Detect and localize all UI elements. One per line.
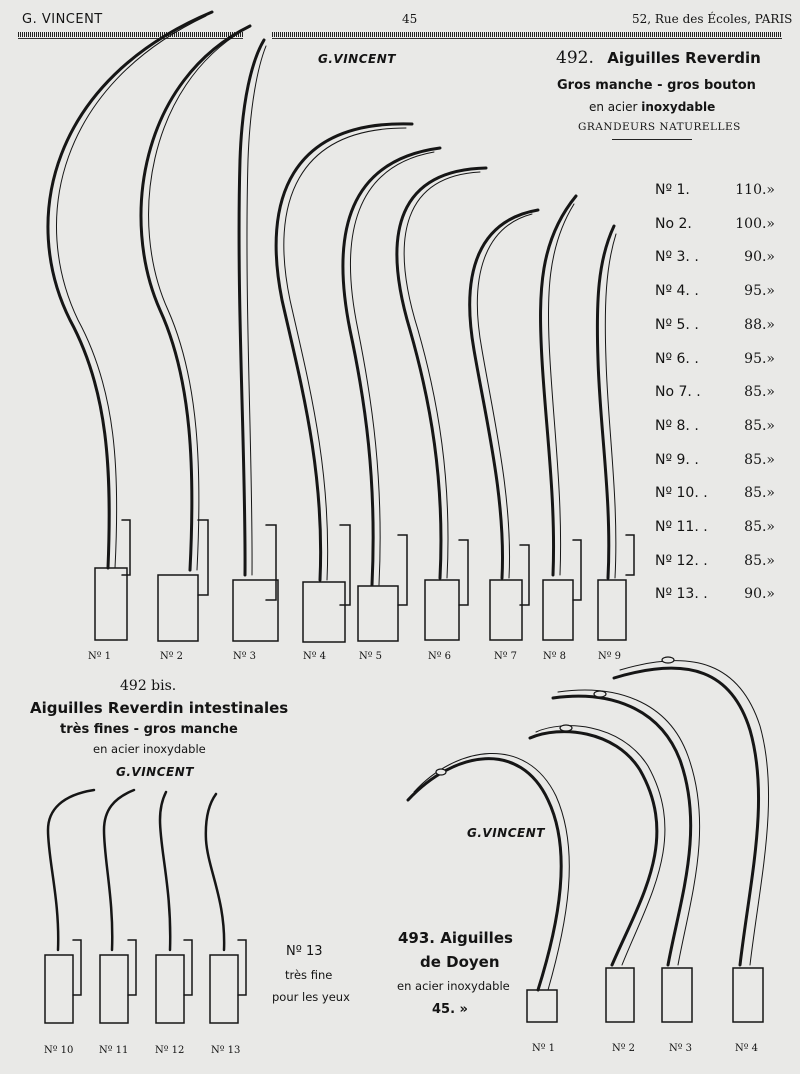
needle-label: Nº 4 (735, 1043, 758, 1054)
subtitle-492: Gros manche - gros bouton (557, 78, 756, 93)
price-row-price: 85.» (744, 519, 775, 535)
price-row-number: Nº 3. . (655, 249, 699, 266)
price-row-number: Nº 4. . (655, 283, 699, 300)
needle-label: Nº 4 (303, 651, 326, 662)
needle-label: Nº 3 (669, 1043, 692, 1054)
reverdin-needle-2 (141, 26, 250, 641)
price-row-price: 88.» (744, 316, 775, 333)
page-number: 45 (402, 12, 418, 26)
reverdin-needle-8 (541, 196, 581, 640)
price-row (655, 519, 775, 535)
header-rule-left (18, 32, 243, 37)
price-row (655, 216, 775, 232)
reverdin-needle-9 (597, 226, 634, 640)
note-line-1: très fine (285, 968, 333, 982)
price-row-price: 90.» (744, 249, 775, 266)
reverdin-needle-3 (233, 40, 278, 641)
reverdin-needle-7 (470, 210, 538, 640)
brand-492: G.VINCENT (318, 52, 396, 66)
price-row-number: Nº 10. . (655, 485, 708, 502)
doyen-needle-3 (553, 690, 700, 1022)
material-492-prefix: en acier (589, 100, 638, 114)
title-493-line2: de Doyen (420, 953, 500, 971)
price-row-number: Nº 1. (655, 182, 690, 198)
needle-label: Nº 12 (155, 1045, 185, 1056)
price-row (655, 351, 775, 367)
needle-label: Nº 1 (532, 1043, 555, 1054)
price-row (655, 553, 775, 569)
price-row-price: 95.» (744, 283, 775, 300)
needle-label: Nº 2 (612, 1043, 635, 1054)
price-row (655, 452, 775, 468)
brand-493: G.VINCENT (467, 826, 545, 840)
needle-label: Nº 7 (494, 651, 517, 662)
reverdin-needle-5 (343, 148, 440, 641)
reverdin-needle-6 (397, 168, 486, 640)
price-row (655, 418, 775, 434)
number-492bis: 492 bis. (120, 678, 177, 694)
needle-label: Nº 8 (543, 651, 566, 662)
size-note-492: GRANDEURS NATURELLES (578, 121, 741, 133)
title-492 (556, 48, 761, 68)
doyen-needle-4 (614, 657, 769, 1022)
doyen-needle-2 (530, 725, 665, 1022)
price-row (655, 317, 775, 333)
price-row (655, 485, 775, 501)
price-row-number: Nº 5. . (655, 316, 699, 333)
price-row (655, 182, 775, 198)
reverdin-needle-1 (48, 12, 212, 640)
price-row-price: 110.» (735, 182, 775, 198)
material-492-value: inoxydable (641, 100, 716, 114)
header-rule-right-thin (272, 38, 782, 39)
needle-label: Nº 1 (88, 651, 111, 662)
price-row (655, 283, 775, 299)
needle-label: Nº 9 (598, 651, 621, 662)
price-row-price: 90.» (744, 586, 775, 603)
intestinal-needle-10 (45, 790, 94, 1023)
price-row-number: No 2. (655, 215, 692, 232)
needle-label: Nº 5 (359, 651, 382, 662)
needle-label: Nº 10 (44, 1045, 74, 1056)
subtitle-492bis: très fines - gros manche (60, 722, 238, 737)
title-492-text: Aiguilles Reverdin (607, 49, 761, 67)
price-row-price: 85.» (744, 451, 775, 468)
title-492bis: Aiguilles Reverdin intestinales (30, 699, 289, 717)
price-row-number: Nº 8. . (655, 417, 699, 434)
intestinal-needle-11 (100, 790, 136, 1023)
price-row-price: 85.» (744, 417, 775, 434)
title-493-line1: 493. Aiguilles (398, 929, 513, 947)
note-line-2: pour les yeux (272, 990, 350, 1004)
material-492bis: en acier inoxydable (93, 742, 206, 756)
price-row-number: No 7. . (655, 384, 701, 401)
material-493: en acier inoxydable (397, 979, 510, 993)
price-row-number: Nº 12. . (655, 552, 708, 569)
number-492: 492. (556, 48, 594, 68)
price-row-number: Nº 11. . (655, 519, 708, 535)
price-row-number: Nº 6. . (655, 350, 699, 367)
reverdin-needle-4 (276, 124, 412, 642)
size-note-ornament (612, 139, 692, 142)
price-row (655, 384, 775, 400)
needle-label: Nº 11 (99, 1045, 129, 1056)
needle-label: Nº 6 (428, 651, 451, 662)
header-rule-left-thin (18, 38, 243, 39)
intestinal-needle-12 (156, 792, 192, 1023)
price-row (655, 249, 775, 265)
header-right: 52, Rue des Écoles, PARIS (632, 12, 793, 26)
price-row-price: 85.» (744, 552, 775, 569)
price-row-price: 95.» (744, 350, 775, 367)
price-row (655, 586, 775, 602)
brand-492bis: G.VINCENT (116, 765, 194, 779)
price-row-price: 85.» (744, 384, 775, 401)
header-left: G. VINCENT (22, 12, 103, 27)
price-row-price: 100.» (735, 215, 775, 232)
intestinal-needle-13 (206, 794, 246, 1023)
header-rule-right (272, 32, 782, 37)
price-row-number: Nº 9. . (655, 451, 699, 468)
price-493: 45. » (432, 1002, 468, 1017)
material-492 (589, 100, 715, 114)
needle-label: Nº 3 (233, 651, 256, 662)
needle-label: Nº 2 (160, 651, 183, 662)
price-row-number: Nº 13. . (655, 586, 708, 603)
note-no-13: Nº 13 (286, 944, 323, 959)
needle-label: Nº 13 (211, 1045, 241, 1056)
price-row-price: 85.» (744, 485, 775, 502)
